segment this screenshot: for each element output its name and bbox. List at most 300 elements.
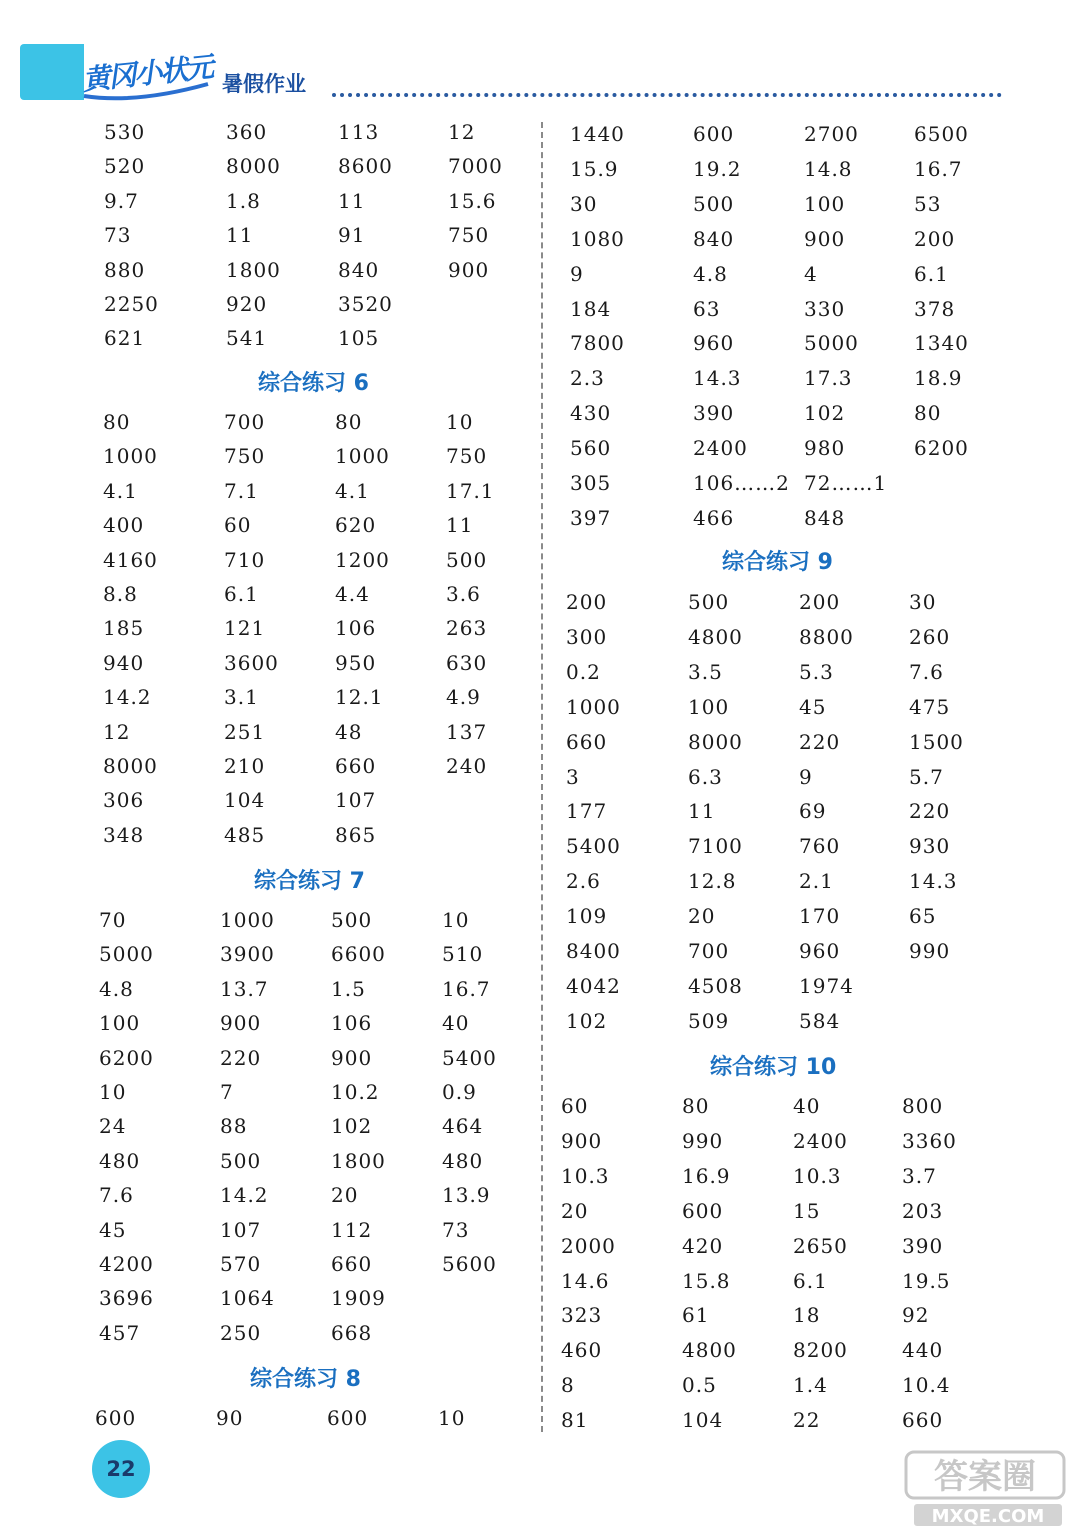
answer-value: 16.7 bbox=[442, 976, 491, 1001]
answer-row bbox=[0, 295, 956, 329]
answer-value: 1.5 bbox=[331, 976, 366, 1001]
answer-value: 800 bbox=[902, 1094, 944, 1118]
answer-value: 1000 bbox=[220, 908, 275, 932]
answer-value: 865 bbox=[335, 822, 377, 847]
answer-value: 260 bbox=[909, 624, 951, 649]
column-divider bbox=[541, 122, 543, 1432]
answer-value: 63 bbox=[693, 296, 721, 321]
answer-value: 19.5 bbox=[902, 1268, 951, 1293]
answer-value: 2.6 bbox=[566, 869, 601, 894]
answer-value: 48 bbox=[335, 719, 363, 744]
answer-value: 360 bbox=[226, 120, 268, 144]
answer-value: 4.9 bbox=[446, 685, 481, 710]
answer-value: 920 bbox=[226, 292, 268, 316]
answer-value: 7.6 bbox=[909, 659, 944, 684]
answer-value: 378 bbox=[914, 296, 956, 321]
answer-row bbox=[0, 1007, 841, 1041]
answer-value: 5.3 bbox=[799, 659, 834, 684]
answer-value: 10.4 bbox=[902, 1373, 951, 1398]
answer-value: 600 bbox=[95, 1406, 137, 1430]
answer-value: 390 bbox=[693, 401, 735, 426]
answer-value: 7800 bbox=[570, 331, 625, 356]
answer-value: 15 bbox=[793, 1198, 821, 1223]
answer-value: 570 bbox=[220, 1252, 262, 1276]
answer-value: 60 bbox=[561, 1094, 589, 1118]
answer-value: 0.2 bbox=[566, 659, 601, 684]
answer-value: 104 bbox=[224, 788, 266, 813]
answer-row bbox=[0, 260, 949, 294]
answer-value: 14.3 bbox=[693, 366, 742, 391]
answer-value: 80 bbox=[914, 401, 942, 426]
answer-value: 990 bbox=[909, 939, 951, 963]
answer-row bbox=[0, 546, 488, 580]
answer-value: 1200 bbox=[335, 547, 390, 572]
answer-row bbox=[0, 364, 963, 398]
answer-value: 457 bbox=[99, 1320, 141, 1345]
answer-value: 480 bbox=[442, 1148, 484, 1173]
page-header bbox=[0, 0, 1082, 110]
answer-value: 9.7 bbox=[104, 188, 139, 213]
answer-value: 10 bbox=[438, 1406, 466, 1430]
answer-value: 3600 bbox=[224, 650, 279, 675]
answer-value: 80 bbox=[682, 1094, 710, 1118]
answer-value: 80 bbox=[335, 410, 363, 434]
answer-value: 17.3 bbox=[804, 366, 853, 391]
answer-value: 668 bbox=[331, 1320, 373, 1345]
answer-value: 16.9 bbox=[682, 1163, 731, 1188]
answer-value: 600 bbox=[693, 122, 735, 146]
answer-value: 3.5 bbox=[688, 659, 723, 684]
answer-value: 9 bbox=[570, 261, 584, 286]
answer-value: 185 bbox=[103, 616, 145, 641]
answer-value: 660 bbox=[335, 754, 377, 778]
section-title: 综合练习 10 bbox=[710, 1055, 837, 1080]
answer-value: 4.1 bbox=[335, 478, 370, 503]
answer-row bbox=[0, 1301, 930, 1335]
section-title: 综合练习 7 bbox=[254, 869, 365, 894]
series-title: 暑假作业 bbox=[222, 72, 306, 96]
answer-value: 4.4 bbox=[335, 582, 370, 606]
answer-row bbox=[0, 1267, 951, 1301]
answer-value: 5600 bbox=[442, 1252, 497, 1276]
answer-value: 2.1 bbox=[799, 869, 834, 894]
answer-value: 1800 bbox=[331, 1148, 386, 1173]
answer-value: 541 bbox=[226, 326, 268, 351]
answer-value: 1800 bbox=[226, 257, 281, 282]
answer-value: 900 bbox=[561, 1128, 603, 1153]
answer-value: 3.7 bbox=[902, 1163, 937, 1188]
answer-row bbox=[0, 658, 944, 692]
answer-value: 660 bbox=[331, 1252, 373, 1276]
answer-value: 15.9 bbox=[570, 156, 619, 181]
answer-value: 53 bbox=[914, 191, 942, 216]
answer-value: 6.3 bbox=[688, 764, 723, 789]
answer-value: 65 bbox=[909, 904, 937, 929]
answer-row bbox=[0, 937, 951, 971]
answer-value: 660 bbox=[566, 729, 608, 754]
answer-value: 12 bbox=[448, 120, 476, 144]
answer-value: 92 bbox=[902, 1303, 930, 1328]
answer-value: 630 bbox=[446, 650, 488, 675]
answer-value: 10 bbox=[442, 908, 470, 932]
answer-value: 990 bbox=[682, 1128, 724, 1153]
answer-value: 6.1 bbox=[914, 261, 949, 286]
answer-value: 12.1 bbox=[335, 685, 384, 710]
answer-value: 200 bbox=[799, 590, 841, 614]
answer-value: 106……2 bbox=[693, 471, 790, 495]
answer-value: 940 bbox=[103, 650, 145, 675]
answer-value: 16.7 bbox=[914, 156, 963, 181]
section-title: 综合练习 6 bbox=[258, 371, 369, 396]
answer-value: 520 bbox=[104, 154, 146, 179]
answer-value: 400 bbox=[103, 513, 145, 538]
answer-value: 500 bbox=[446, 547, 488, 572]
answer-row bbox=[0, 728, 964, 762]
answer-value: 11 bbox=[446, 513, 474, 538]
answer-value: 840 bbox=[338, 257, 380, 282]
answer-value: 200 bbox=[914, 226, 956, 251]
answer-value: 900 bbox=[220, 1011, 262, 1036]
answer-value: 460 bbox=[561, 1338, 603, 1363]
answer-value: 960 bbox=[799, 939, 841, 963]
answer-value: 348 bbox=[103, 822, 145, 847]
answer-value: 102 bbox=[566, 1008, 608, 1033]
answer-value: 20 bbox=[561, 1198, 589, 1223]
answer-value: 1500 bbox=[909, 729, 964, 754]
answer-row bbox=[0, 329, 969, 363]
answer-value: 7000 bbox=[448, 154, 503, 179]
answer-value: 700 bbox=[224, 410, 266, 434]
answer-row bbox=[0, 1371, 951, 1405]
answer-value: 220 bbox=[799, 729, 841, 754]
answer-value: 107 bbox=[335, 788, 377, 813]
answer-value: 14.6 bbox=[561, 1268, 610, 1293]
answer-value: 660 bbox=[902, 1408, 944, 1433]
answer-value: 760 bbox=[799, 834, 841, 859]
answer-value: 4 bbox=[804, 261, 818, 286]
answer-value: 6200 bbox=[914, 436, 969, 461]
answer-value: 7 bbox=[220, 1080, 234, 1104]
answer-value: 4800 bbox=[688, 624, 743, 649]
answer-value: 137 bbox=[446, 719, 488, 744]
answer-value: 91 bbox=[338, 223, 366, 248]
answer-value: 2650 bbox=[793, 1233, 848, 1258]
answer-value: 240 bbox=[446, 754, 488, 778]
answer-value: 8800 bbox=[799, 624, 854, 649]
answer-row bbox=[0, 190, 942, 224]
answer-value: 8 bbox=[561, 1373, 575, 1398]
answer-value: 70 bbox=[99, 908, 127, 932]
answer-value: 210 bbox=[224, 754, 266, 778]
answer-value: 700 bbox=[688, 939, 730, 963]
answer-value: 5000 bbox=[804, 331, 859, 356]
answer-value: 5400 bbox=[566, 834, 621, 859]
answer-value: 930 bbox=[909, 834, 951, 859]
watermark-title: 答案圈 bbox=[934, 1457, 1036, 1497]
answer-value: 7.1 bbox=[224, 478, 259, 503]
answer-row bbox=[0, 832, 951, 866]
header-dotted-rule bbox=[332, 93, 1002, 97]
answer-value: 1440 bbox=[570, 122, 625, 146]
answer-value: 112 bbox=[331, 1217, 373, 1242]
answer-value: 1080 bbox=[570, 226, 625, 251]
answer-value: 102 bbox=[804, 401, 846, 426]
answer-value: 73 bbox=[104, 223, 132, 248]
answer-value: 30 bbox=[570, 191, 598, 216]
answer-row bbox=[0, 867, 958, 901]
answer-value: 220 bbox=[909, 799, 951, 824]
answer-value: 3.1 bbox=[224, 685, 259, 710]
answer-value: 14.8 bbox=[804, 156, 853, 181]
page-number-badge bbox=[92, 1440, 150, 1498]
watermark-url: MXQE.COM bbox=[931, 1506, 1045, 1527]
answer-value: 24 bbox=[99, 1114, 127, 1139]
answer-value: 19.2 bbox=[693, 156, 742, 181]
answer-value: 102 bbox=[331, 1114, 373, 1139]
answer-value: 960 bbox=[693, 331, 735, 356]
answer-value: 900 bbox=[331, 1045, 373, 1070]
answer-row bbox=[0, 1336, 944, 1370]
answer-value: 17.1 bbox=[446, 478, 495, 503]
answer-value: 500 bbox=[693, 191, 735, 216]
answer-value: 880 bbox=[104, 257, 146, 282]
answer-value: 1000 bbox=[103, 444, 158, 469]
answer-row bbox=[0, 1197, 944, 1231]
answer-value: 8000 bbox=[103, 754, 158, 778]
answer-value: 7.6 bbox=[99, 1183, 134, 1208]
answer-value: 5400 bbox=[442, 1045, 497, 1070]
answer-value: 251 bbox=[224, 719, 266, 744]
answer-value: 100 bbox=[688, 694, 730, 719]
answer-value: 4160 bbox=[103, 547, 158, 572]
answer-row bbox=[0, 902, 937, 936]
answer-value: 420 bbox=[682, 1233, 724, 1258]
answer-value: 200 bbox=[566, 590, 608, 614]
answer-value: 10.2 bbox=[331, 1080, 380, 1104]
answer-value: 1000 bbox=[566, 694, 621, 719]
answer-value: 466 bbox=[693, 505, 735, 530]
answer-row bbox=[0, 693, 951, 727]
answer-value: 840 bbox=[693, 226, 735, 251]
page-number: 22 bbox=[106, 1457, 136, 1481]
watermark-logo bbox=[900, 1448, 1070, 1530]
answer-row bbox=[0, 797, 951, 831]
answer-value: 220 bbox=[220, 1045, 262, 1070]
answer-value: 1.8 bbox=[226, 188, 261, 213]
answer-value: 80 bbox=[103, 410, 131, 434]
answer-value: 6200 bbox=[99, 1045, 154, 1070]
answer-value: 61 bbox=[682, 1303, 710, 1328]
answer-value: 45 bbox=[799, 694, 827, 719]
answer-value: 8000 bbox=[226, 154, 281, 179]
answer-value: 7100 bbox=[688, 834, 743, 859]
answer-value: 12 bbox=[103, 719, 131, 744]
answer-value: 14.2 bbox=[220, 1183, 269, 1208]
answer-value: 8200 bbox=[793, 1338, 848, 1363]
answer-value: 440 bbox=[902, 1338, 944, 1363]
answer-value: 8400 bbox=[566, 939, 621, 963]
answer-value: 2250 bbox=[104, 292, 159, 316]
answer-value: 1064 bbox=[220, 1286, 275, 1311]
answer-value: 0.5 bbox=[682, 1373, 717, 1398]
answer-value: 8600 bbox=[338, 154, 393, 179]
answer-value: 4.8 bbox=[99, 976, 134, 1001]
answer-value: 584 bbox=[799, 1008, 841, 1033]
answer-value: 300 bbox=[566, 624, 608, 649]
answer-value: 480 bbox=[99, 1148, 141, 1173]
answer-value: 4042 bbox=[566, 973, 621, 998]
answer-value: 10 bbox=[99, 1080, 127, 1104]
answer-row bbox=[0, 120, 969, 154]
answer-value: 3696 bbox=[99, 1286, 154, 1311]
answer-value: 750 bbox=[448, 223, 490, 248]
answer-value: 6500 bbox=[914, 122, 969, 146]
answer-value: 40 bbox=[793, 1094, 821, 1118]
answer-row bbox=[0, 1044, 497, 1078]
answer-value: 5.7 bbox=[909, 764, 944, 789]
answer-row bbox=[0, 1406, 944, 1440]
answer-value: 2.3 bbox=[570, 366, 605, 391]
answer-value: 10 bbox=[446, 410, 474, 434]
answer-row bbox=[0, 504, 846, 538]
answer-value: 3900 bbox=[220, 942, 275, 967]
answer-value: 710 bbox=[224, 547, 266, 572]
answer-value: 6600 bbox=[331, 942, 386, 967]
answer-value: 6.1 bbox=[224, 582, 259, 606]
answer-value: 1909 bbox=[331, 1286, 386, 1311]
answer-value: 184 bbox=[570, 296, 612, 321]
answer-value: 2700 bbox=[804, 122, 859, 146]
answer-value: 305 bbox=[570, 471, 612, 495]
answer-value: 203 bbox=[902, 1198, 944, 1223]
answer-value: 1974 bbox=[799, 973, 854, 998]
answer-value: 40 bbox=[442, 1011, 470, 1036]
answer-value: 10.3 bbox=[793, 1163, 842, 1188]
answer-value: 121 bbox=[224, 616, 266, 641]
answer-value: 2000 bbox=[561, 1233, 616, 1258]
answer-value: 18 bbox=[793, 1303, 821, 1328]
answer-value: 500 bbox=[688, 590, 730, 614]
answer-value: 306 bbox=[103, 788, 145, 813]
answer-row bbox=[0, 1092, 944, 1126]
answer-value: 397 bbox=[570, 505, 612, 530]
answer-value: 69 bbox=[799, 799, 827, 824]
answer-value: 177 bbox=[566, 799, 608, 824]
answer-value: 88 bbox=[220, 1114, 248, 1139]
answer-value: 8.8 bbox=[103, 582, 138, 606]
answer-value: 10.3 bbox=[561, 1163, 610, 1188]
answer-value: 30 bbox=[909, 590, 937, 614]
answer-value: 14.2 bbox=[103, 685, 152, 710]
answer-value: 45 bbox=[99, 1217, 127, 1242]
answer-value: 3.6 bbox=[446, 582, 481, 606]
answer-value: 5000 bbox=[99, 942, 154, 967]
answer-value: 73 bbox=[442, 1217, 470, 1242]
answer-value: 3 bbox=[566, 764, 580, 789]
answer-value: 600 bbox=[682, 1198, 724, 1223]
answer-value: 22 bbox=[793, 1408, 821, 1433]
answer-value: 323 bbox=[561, 1303, 603, 1328]
answer-value: 1.4 bbox=[793, 1373, 828, 1398]
answer-value: 106 bbox=[335, 616, 377, 641]
answer-value: 1000 bbox=[335, 444, 390, 469]
answer-value: 3360 bbox=[902, 1128, 957, 1153]
answer-value: 263 bbox=[446, 616, 488, 641]
answer-value: 390 bbox=[902, 1233, 944, 1258]
answer-value: 3520 bbox=[338, 292, 393, 316]
answer-value: 475 bbox=[909, 694, 951, 719]
answer-row bbox=[0, 469, 888, 503]
header-tab-block bbox=[20, 44, 84, 100]
answer-value: 106 bbox=[331, 1011, 373, 1036]
answer-value: 980 bbox=[804, 436, 846, 461]
answer-value: 4.8 bbox=[693, 261, 728, 286]
answer-value: 530 bbox=[104, 120, 146, 144]
answer-row bbox=[0, 434, 969, 468]
answer-value: 6.1 bbox=[793, 1268, 828, 1293]
answer-value: 72……1 bbox=[804, 471, 888, 495]
answer-value: 100 bbox=[804, 191, 846, 216]
answer-row bbox=[0, 225, 956, 259]
answer-value: 560 bbox=[570, 436, 612, 461]
answer-value: 2400 bbox=[793, 1128, 848, 1153]
answer-value: 113 bbox=[338, 120, 380, 144]
answer-row bbox=[0, 623, 951, 657]
answer-value: 9 bbox=[799, 764, 813, 789]
answer-value: 60 bbox=[224, 513, 252, 538]
answer-value: 105 bbox=[338, 326, 380, 351]
answer-value: 4200 bbox=[99, 1252, 154, 1276]
answer-value: 620 bbox=[335, 513, 377, 538]
answer-row bbox=[0, 155, 963, 189]
answer-value: 621 bbox=[104, 326, 146, 351]
section-title: 综合练习 9 bbox=[722, 550, 833, 575]
answer-value: 464 bbox=[442, 1114, 484, 1139]
answer-value: 20 bbox=[688, 904, 716, 929]
answer-value: 0.9 bbox=[442, 1080, 477, 1104]
answer-value: 600 bbox=[327, 1406, 369, 1430]
section-title: 综合练习 8 bbox=[250, 1367, 361, 1392]
answer-value: 900 bbox=[804, 226, 846, 251]
answer-value: 11 bbox=[688, 799, 716, 824]
answer-value: 4508 bbox=[688, 973, 743, 998]
answer-value: 750 bbox=[224, 444, 266, 469]
answer-value: 13.9 bbox=[442, 1183, 491, 1208]
answer-value: 13.7 bbox=[220, 976, 269, 1001]
answer-value: 107 bbox=[220, 1217, 262, 1242]
answer-value: 485 bbox=[224, 822, 266, 847]
answer-value: 250 bbox=[220, 1320, 262, 1345]
answer-value: 90 bbox=[216, 1406, 244, 1430]
answer-value: 950 bbox=[335, 650, 377, 675]
answer-value: 81 bbox=[561, 1408, 589, 1433]
answer-value: 8000 bbox=[688, 729, 743, 754]
answer-row bbox=[0, 972, 854, 1006]
logo-text: 黄冈小状元 bbox=[80, 50, 214, 97]
answer-value: 500 bbox=[220, 1148, 262, 1173]
answer-value: 18.9 bbox=[914, 366, 963, 391]
answer-value: 11 bbox=[226, 223, 254, 248]
answer-value: 2400 bbox=[693, 436, 748, 461]
answer-value: 11 bbox=[338, 188, 366, 213]
answer-value: 509 bbox=[688, 1008, 730, 1033]
answer-value: 104 bbox=[682, 1408, 724, 1433]
answer-value: 4800 bbox=[682, 1338, 737, 1363]
answer-row bbox=[0, 399, 942, 433]
answer-value: 15.8 bbox=[682, 1268, 731, 1293]
answer-value: 109 bbox=[566, 904, 608, 929]
answer-value: 170 bbox=[799, 904, 841, 929]
